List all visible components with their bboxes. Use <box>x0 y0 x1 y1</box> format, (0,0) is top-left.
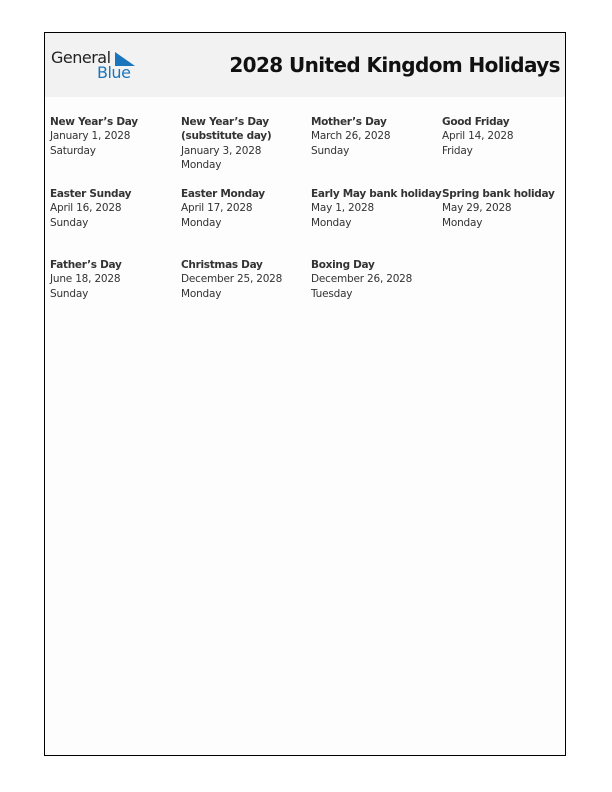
holiday-date: June 18, 2028 <box>50 273 121 286</box>
holiday-weekday: Tuesday <box>311 287 353 300</box>
holiday-name: Father’s Day <box>50 259 122 271</box>
holiday-weekday: Monday <box>442 216 483 229</box>
holiday-name-line2: (substitute day) <box>181 130 272 143</box>
holiday-name: Easter Monday <box>181 188 265 200</box>
holiday-item <box>311 258 439 301</box>
holiday-item <box>50 115 178 158</box>
holiday-weekday: Sunday <box>50 216 89 229</box>
holiday-item <box>181 258 309 301</box>
holiday-name: New Year’s Day <box>50 116 138 128</box>
holiday-weekday: Monday <box>181 216 222 229</box>
header-band <box>45 33 565 97</box>
holiday-weekday: Sunday <box>311 144 350 157</box>
logo-text-general: General <box>51 48 111 67</box>
holiday-date: April 16, 2028 <box>50 202 122 215</box>
holiday-item <box>181 115 309 172</box>
holiday-name: Christmas Day <box>181 259 263 271</box>
holiday-name: Spring bank holiday <box>442 188 555 200</box>
holiday-item <box>181 187 309 230</box>
holiday-date: April 17, 2028 <box>181 202 253 215</box>
holiday-item <box>442 115 570 158</box>
holiday-date: March 26, 2028 <box>311 130 391 143</box>
holiday-item <box>50 187 178 230</box>
holiday-item <box>442 187 570 230</box>
logo <box>51 49 141 83</box>
holiday-name: Good Friday <box>442 116 510 128</box>
holiday-date: December 26, 2028 <box>311 273 413 286</box>
holiday-item <box>311 187 442 230</box>
holiday-date: May 29, 2028 <box>442 202 512 215</box>
holiday-date: January 3, 2028 <box>181 144 262 157</box>
holiday-date: April 14, 2028 <box>442 130 514 143</box>
logo-text-blue: Blue <box>97 63 131 82</box>
holiday-date: December 25, 2028 <box>181 273 283 286</box>
holiday-name: Boxing Day <box>311 259 375 271</box>
holiday-date: January 1, 2028 <box>50 130 131 143</box>
holiday-name: Mother’s Day <box>311 116 387 128</box>
holiday-item <box>50 258 178 301</box>
holiday-date: May 1, 2028 <box>311 202 374 215</box>
holiday-weekday: Friday <box>442 144 473 157</box>
holiday-name-line1: New Year’s Day <box>181 116 269 128</box>
holiday-name: Easter Sunday <box>50 188 132 200</box>
holiday-item <box>311 115 439 158</box>
holiday-weekday: Monday <box>181 158 222 171</box>
holiday-weekday: Sunday <box>50 287 89 300</box>
holiday-weekday: Saturday <box>50 144 96 157</box>
holiday-weekday: Monday <box>181 287 222 300</box>
page-frame <box>44 32 566 756</box>
holiday-name: Early May bank holiday <box>311 188 442 200</box>
holiday-weekday: Monday <box>311 216 352 229</box>
page-title: 2028 United Kingdom Holidays <box>229 53 560 77</box>
